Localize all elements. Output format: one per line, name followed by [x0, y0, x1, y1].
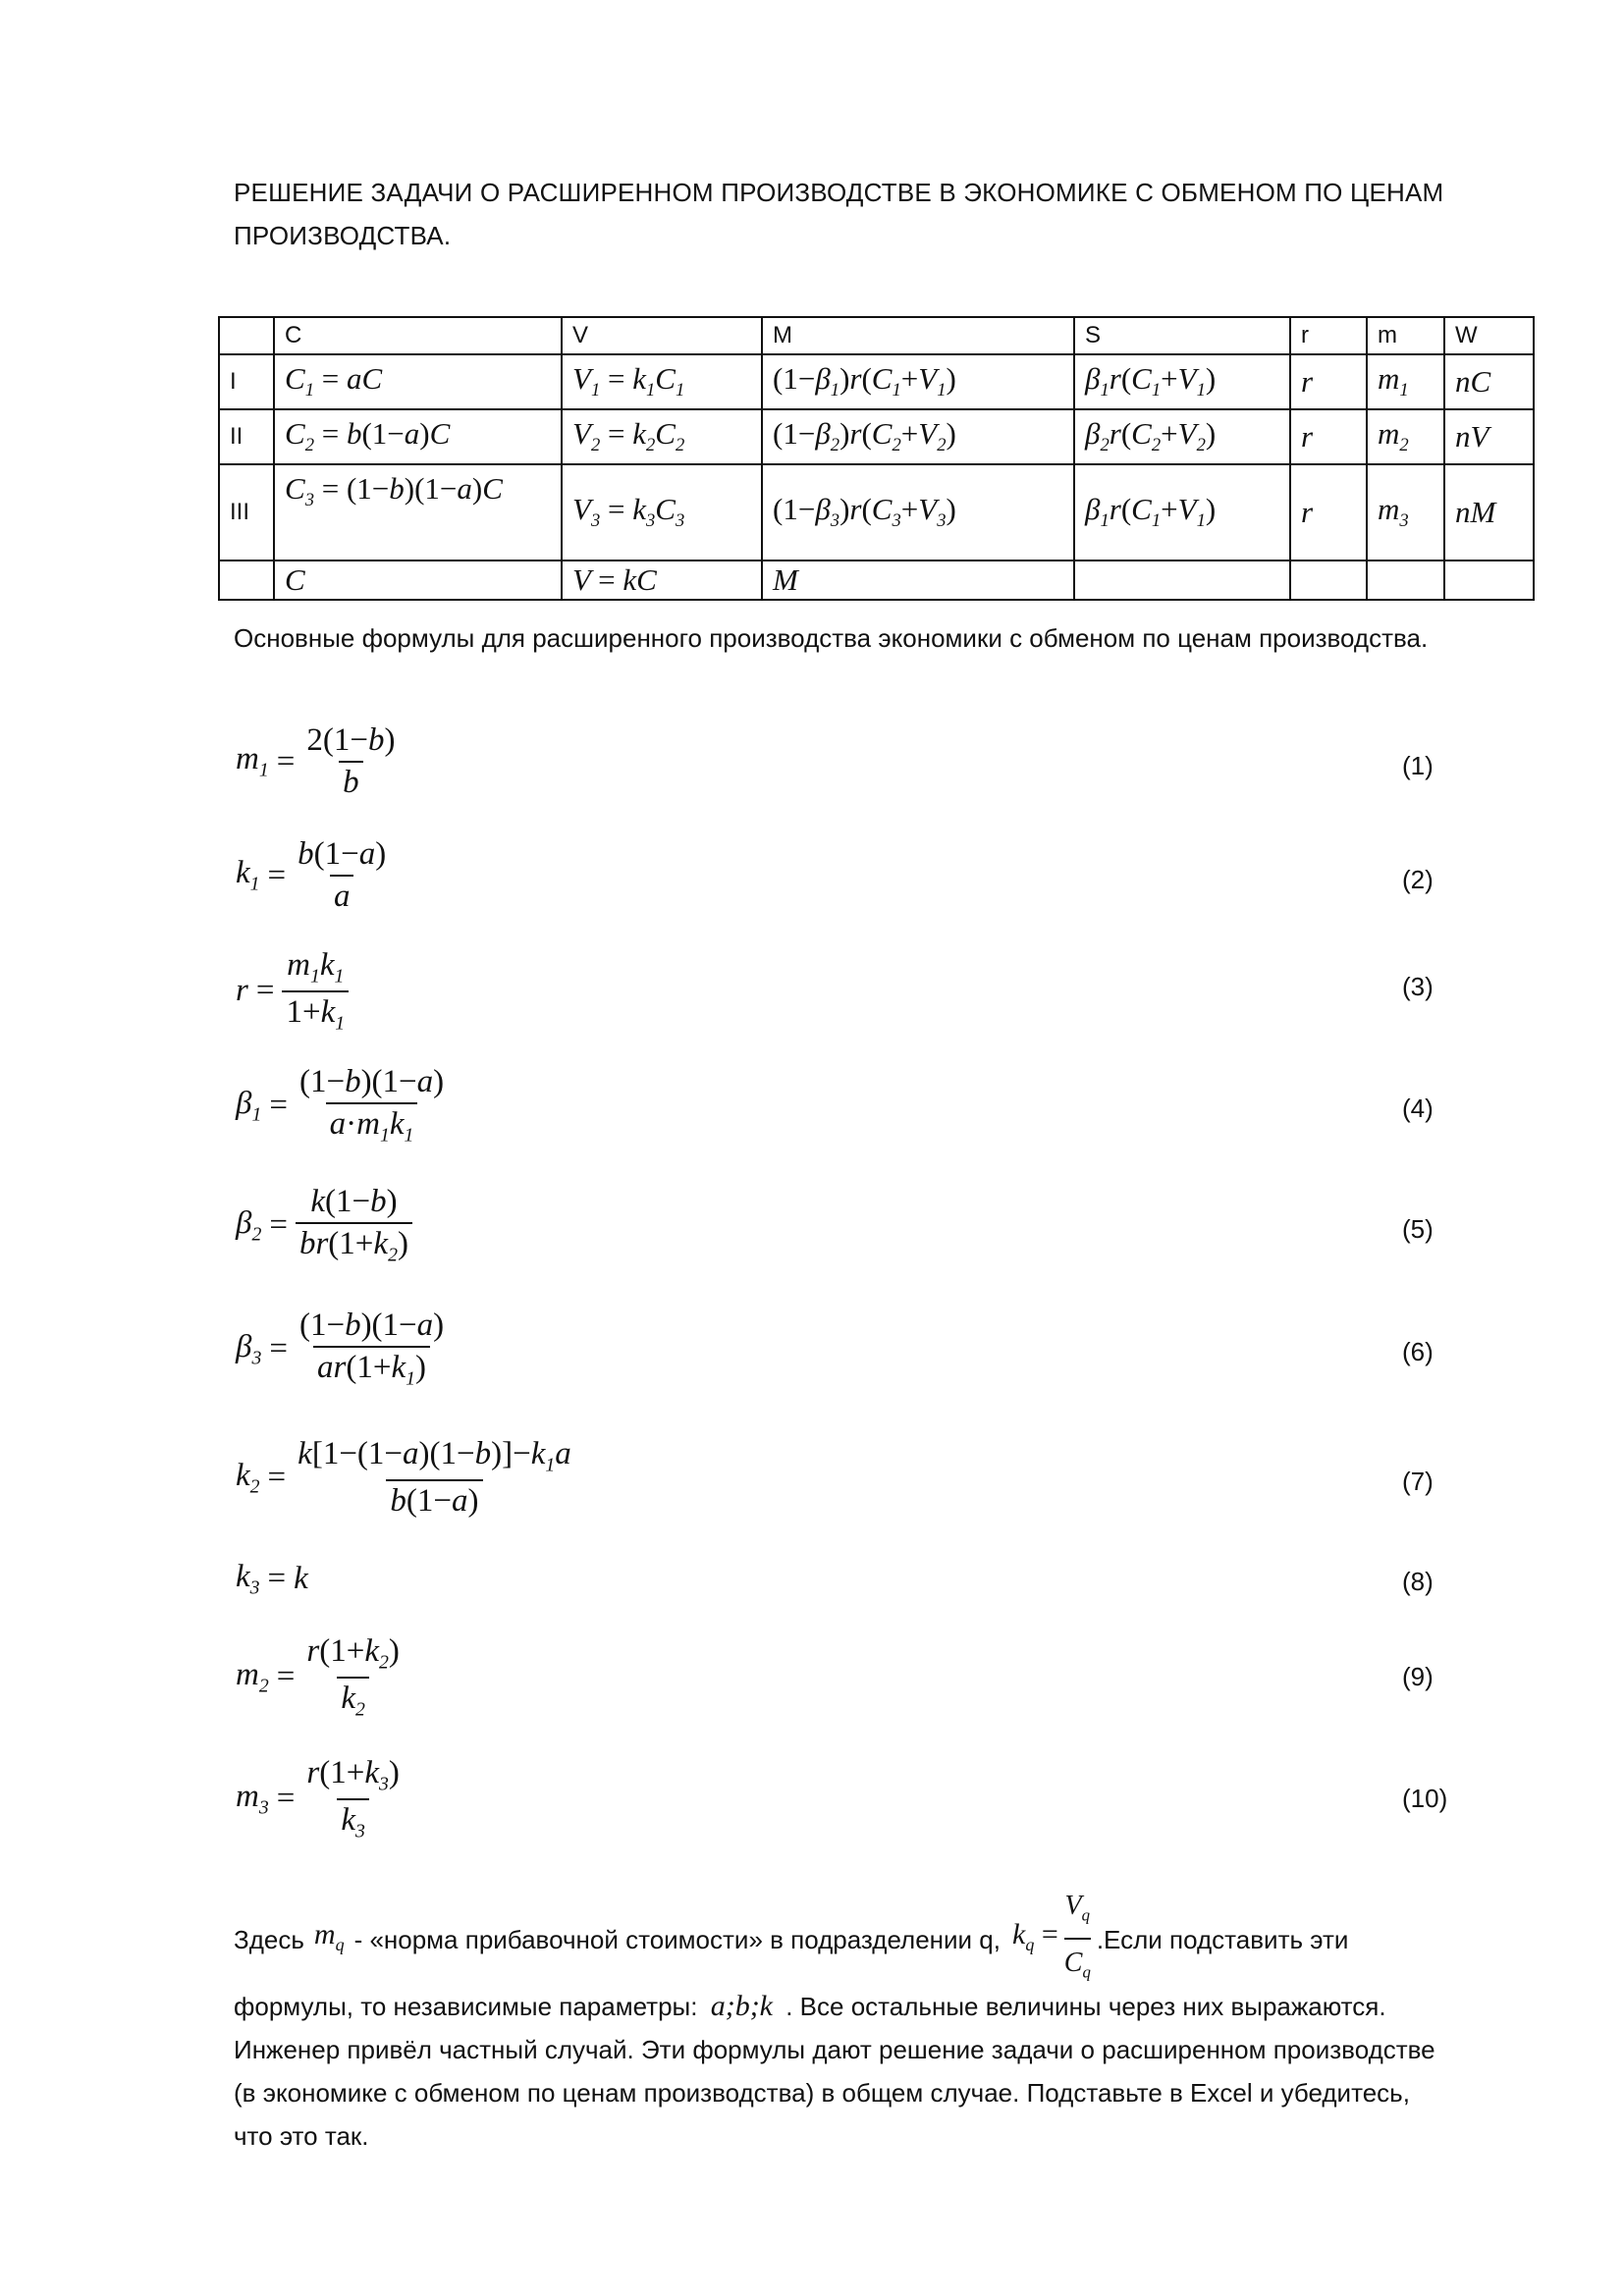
- cell-r: r: [1290, 409, 1367, 464]
- production-table: [218, 316, 1535, 601]
- formula-number: (3): [1402, 972, 1434, 1001]
- m-q-symbol: $m_q$: [313, 1917, 345, 1954]
- formula-1: $m_1$ = $\frac{2(1-b)}{b}$: [236, 722, 396, 800]
- table-row: [219, 409, 1534, 464]
- row-label: III: [219, 464, 274, 561]
- cell-w: nM: [1444, 464, 1534, 561]
- cell-r: [1290, 561, 1367, 600]
- formula-4: $\beta_1$ = $\frac{(1-b)(1-a)}{a\cdot m_1k_1}$: [236, 1064, 445, 1147]
- cell-s: [1074, 561, 1290, 600]
- cell-s: $\beta_2r(C_2+V_2)$: [1074, 409, 1290, 464]
- here-prefix: Здесь: [234, 1924, 304, 1954]
- cell-v: $V_1 = k_1C_1$: [562, 354, 762, 409]
- header-cell: m: [1367, 317, 1444, 354]
- formula-6: $\beta_3$ = $\frac{(1-b)(1-a)}{ar(1+k_1)}$: [236, 1308, 445, 1390]
- header-cell: V: [562, 317, 762, 354]
- cell-m: $(1-\beta_1)r(C_1+V_1)$: [762, 354, 1074, 409]
- cell-r: r: [1290, 464, 1367, 561]
- formula-number: (2): [1402, 865, 1434, 894]
- definition-line: [234, 1885, 1540, 1994]
- table-row: [219, 464, 1534, 561]
- params-suffix: . Все остальные величины через них выражаются.: [785, 1992, 1386, 2021]
- formula-7: $k_2$ = $\frac{k[1-(1-a)(1-b)]-k_1a}{b(1-a)}$: [236, 1436, 571, 1519]
- cell-s: $\beta_1r(C_1+V_1)$: [1074, 464, 1290, 561]
- cell-c: $C_2 = b(1-a)C$: [274, 409, 562, 464]
- here-mid: - «норма прибавочной стоимости» в подразделении q,: [353, 1924, 1001, 1954]
- cell-w: nV: [1444, 409, 1534, 464]
- cell-m-rate: $m_3$: [1367, 464, 1444, 561]
- formula-number: (1): [1402, 751, 1434, 780]
- page-title: РЕШЕНИЕ ЗАДАЧИ О РАСШИРЕННОМ ПРОИЗВОДСТВЕ В ЭКОНОМИКЕ С ОБМЕНОМ ПО ЦЕНАМ ПРОИЗВОДСТВА.: [234, 178, 1444, 250]
- header-cell: S: [1074, 317, 1290, 354]
- cell-w: [1444, 561, 1534, 600]
- cell-m-rate: [1367, 561, 1444, 600]
- formula-number: (9): [1402, 1662, 1434, 1691]
- table-row: [219, 561, 1534, 600]
- formula-number: (6): [1402, 1337, 1434, 1366]
- formula-number: (10): [1402, 1784, 1448, 1813]
- table-row: [219, 354, 1534, 409]
- cell-r: r: [1290, 354, 1367, 409]
- cell-v: V = kC: [562, 561, 762, 600]
- formula-5: $\beta_2$ = $\frac{k(1-b)}{br(1+k_2)}$: [236, 1184, 412, 1267]
- cell-m-rate: $m_1$: [1367, 354, 1444, 409]
- formula-9: $m_2$ = $\frac{r(1+k_2)}{k_2}$: [236, 1633, 400, 1721]
- cell-c: $C_1$ = aC: [274, 354, 562, 409]
- header-cell: C: [274, 317, 562, 354]
- cell-w: nC: [1444, 354, 1534, 409]
- header-cell: r: [1290, 317, 1367, 354]
- here-suffix: .Если подставить эти: [1096, 1924, 1349, 1954]
- params-prefix: формулы, то независимые параметры:: [234, 1992, 698, 2021]
- cell-m: M: [762, 561, 1074, 600]
- header-cell: M: [762, 317, 1074, 354]
- formula-8: $k_3$ = k: [236, 1559, 308, 1599]
- cell-m-rate: $m_2$: [1367, 409, 1444, 464]
- cell-s: $\beta_1r(C_1+V_1)$: [1074, 354, 1290, 409]
- params-line: [234, 1985, 1540, 2028]
- formula-3: r = $\frac{m_1k_1}{1+k_1}$: [236, 947, 349, 1035]
- k-q-fraction: $\frac{V_q}{C_q}$: [1064, 1885, 1091, 1994]
- row-label: [219, 561, 274, 600]
- formula-number: (8): [1402, 1567, 1434, 1596]
- cell-c: $C_3 = (1-b)(1-a)C$: [274, 464, 562, 561]
- intro-paragraph: Основные формулы для расширенного производства экономики с обменом по ценам производства.: [234, 623, 1429, 653]
- header-cell: [219, 317, 274, 354]
- row-label: I: [219, 354, 274, 409]
- formula-number: (7): [1402, 1467, 1434, 1496]
- k-q-symbol: $k_q$ =: [1012, 1917, 1058, 1954]
- conclusion-paragraph: Инженер привёл частный случай. Эти формулы дают решение задачи о расширенном производстве (в экономике с обменом по ценам производства) в общем случае. Подставьте в Excel и убедитесь, что это так.: [234, 2035, 1435, 2151]
- formula-number: (4): [1402, 1094, 1434, 1123]
- cell-v: $V_2 = k_2C_2$: [562, 409, 762, 464]
- cell-m: $(1-\beta_3)r(C_3+V_3)$: [762, 464, 1074, 561]
- header-cell: W: [1444, 317, 1534, 354]
- formula-number: (5): [1402, 1214, 1434, 1244]
- cell-m: $(1-\beta_2)r(C_2+V_2)$: [762, 409, 1074, 464]
- formula-10: $m_3$ = $\frac{r(1+k_3)}{k_3}$: [236, 1755, 400, 1842]
- row-label: II: [219, 409, 274, 464]
- cell-c: C: [274, 561, 562, 600]
- table-header-row: [219, 317, 1534, 354]
- params-symbols: a;b;k: [710, 1990, 773, 2022]
- formula-2: $k_1$ = $\frac{b(1-a)}{a}$: [236, 836, 387, 914]
- cell-v: $V_3 = k_3C_3$: [562, 464, 762, 561]
